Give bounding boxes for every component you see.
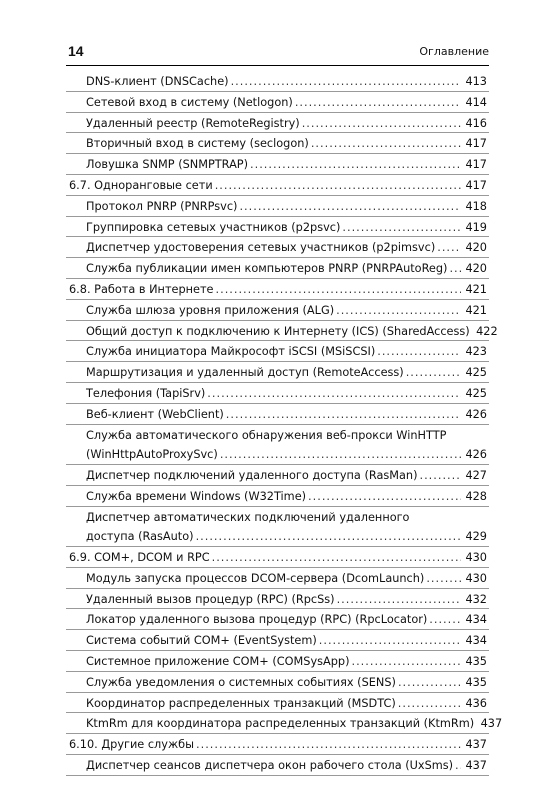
toc-entry-line	[66, 95, 489, 111]
toc-entry-row	[66, 404, 489, 425]
toc-entry-row	[66, 755, 489, 776]
dot-leader	[196, 529, 461, 545]
page-number: 14	[68, 43, 84, 59]
toc-entry-row	[66, 196, 489, 217]
toc-entry-row	[66, 133, 489, 154]
toc-page-number: 413	[465, 75, 487, 88]
toc-page-number: 421	[465, 303, 487, 317]
toc-entry-title: Система событий COM+ (EventSystem)	[86, 634, 317, 648]
dot-leader	[426, 571, 461, 587]
dot-leader	[377, 344, 461, 360]
dot-leader	[295, 95, 461, 111]
toc-page-number: 437	[480, 717, 503, 731]
toc-entry-line	[66, 489, 489, 505]
toc-page-number: 420	[465, 241, 487, 255]
header-rule	[66, 65, 489, 66]
toc-entry-row	[66, 465, 489, 486]
dot-leader	[455, 758, 461, 774]
toc-entry-row	[66, 258, 489, 279]
toc-entry-title: Системное приложение COM+ (COMSysApp)	[86, 654, 350, 668]
toc-entry-title: Сетевой вход в систему (Netlogon)	[86, 95, 293, 109]
toc-page-number: 429	[465, 529, 487, 543]
toc-page-number: 428	[465, 489, 487, 503]
dot-leader	[231, 74, 461, 90]
toc-section-row	[66, 279, 489, 300]
dot-leader	[319, 633, 461, 649]
toc-entry-title: Ловушка SNMP (SNMPTRAP)	[86, 158, 249, 172]
toc-entry-row	[66, 321, 498, 342]
toc-entry-row	[66, 589, 489, 610]
toc-page-number: 426	[465, 447, 487, 461]
toc-entry-line	[66, 447, 489, 463]
toc-entry-line	[66, 240, 489, 256]
dot-leader	[220, 447, 461, 463]
toc-entry-title: Телефония (TapiSrv)	[86, 386, 206, 400]
dot-leader	[196, 737, 461, 753]
dot-leader	[406, 365, 461, 381]
toc-section-title: 6.8. Работа в Интернете	[69, 282, 214, 296]
dot-leader	[226, 407, 461, 423]
toc-page-number: 432	[465, 592, 487, 606]
toc-entry-row	[66, 71, 489, 92]
toc-page-number: 416	[465, 116, 487, 130]
toc-page-number: 435	[465, 654, 487, 668]
toc-entry-title: Служба уведомления о системных событиях (SENS)	[86, 675, 396, 689]
toc-entry-line	[66, 220, 489, 236]
toc-entry-line	[66, 550, 489, 566]
toc-page-number: 434	[465, 634, 487, 648]
toc-page-number: 414	[465, 95, 487, 109]
toc-section-title: 6.10. Другие службы	[69, 738, 195, 752]
toc-page-number: 437	[465, 758, 487, 772]
table-of-contents	[66, 71, 503, 776]
toc-entry-title-continued: (WinHttpAutoProxySvc)	[86, 447, 218, 461]
toc-entry-line	[66, 592, 489, 608]
toc-page-number: 430	[465, 550, 487, 564]
toc-entry-title: Служба автоматического обнаружения веб-прокси WinHTTP	[86, 428, 447, 442]
toc-entry-line	[66, 365, 489, 381]
toc-entry-line	[66, 282, 489, 298]
toc-entry-row	[66, 693, 489, 714]
toc-entry-title: Координатор распределенных транзакций (MSDTC)	[86, 696, 396, 710]
toc-entry-title: Служба времени Windows (W32Time)	[86, 489, 307, 503]
toc-page-number: 418	[465, 199, 487, 213]
dot-leader	[437, 240, 461, 256]
toc-entry-title: Служба шлюза уровня приложения (ALG)	[86, 303, 335, 317]
toc-page-number: 437	[465, 738, 487, 752]
dot-leader	[398, 696, 461, 712]
toc-page-number: 423	[465, 345, 487, 359]
toc-entry-line	[66, 612, 489, 628]
dot-leader	[420, 468, 462, 484]
dot-leader	[337, 592, 461, 608]
toc-entry-row	[66, 486, 489, 507]
toc-entry-title: KtmRm для координатора распределенных транзакций (KtmRm)	[86, 717, 475, 731]
toc-entry-title: Служба публикации имен компьютеров PNRP (PNRPAutoReg)	[86, 262, 448, 276]
toc-entry-row	[66, 341, 489, 362]
toc-page-number: 427	[465, 468, 487, 482]
toc-entry-line	[66, 696, 489, 712]
toc-section-title: 6.9. COM+, DCOM и RPC	[69, 550, 210, 564]
toc-entry-title: Протокол PNRP (PNRPsvc)	[86, 199, 238, 213]
toc-entry-line	[66, 468, 489, 484]
dot-leader	[398, 675, 461, 691]
dot-leader	[212, 550, 461, 566]
dot-leader	[336, 303, 461, 319]
toc-entry-row	[66, 568, 489, 589]
toc-entry-row	[66, 113, 489, 134]
toc-entry-row	[66, 383, 489, 404]
toc-page-number: 421	[465, 282, 487, 296]
toc-entry-line	[66, 344, 489, 360]
dot-leader	[449, 261, 461, 277]
toc-page-number: 422	[476, 324, 498, 338]
toc-entry-line	[66, 74, 489, 90]
section-title: Оглавление	[419, 45, 489, 58]
toc-page-number: 436	[465, 696, 487, 710]
toc-page-number: 426	[465, 407, 487, 421]
dot-leader	[308, 489, 461, 505]
toc-entry-title: Диспетчер удостоверения сетевых участников (p2pimsvc)	[86, 241, 436, 255]
toc-entry-row	[66, 507, 489, 547]
toc-page-number: 420	[465, 262, 487, 276]
toc-entry-row	[66, 630, 489, 651]
toc-entry-line	[66, 324, 498, 340]
toc-entry-line	[66, 428, 489, 444]
toc-entry-line	[66, 510, 489, 526]
toc-page-number: 425	[465, 366, 487, 380]
toc-entry-row	[66, 425, 489, 465]
dot-leader	[311, 136, 461, 152]
toc-entry-title: Диспетчер автоматических подключений удаленного	[86, 510, 410, 524]
toc-entry-row	[66, 154, 489, 175]
toc-entry-line	[66, 654, 489, 670]
toc-page-number: 417	[465, 158, 487, 172]
toc-page-number: 417	[465, 178, 487, 192]
toc-entry-line	[66, 136, 489, 152]
toc-entry-title: Веб-клиент (WebClient)	[86, 407, 224, 421]
toc-entry-line	[66, 758, 489, 774]
toc-entry-title: Группировка сетевых участников (p2psvc)	[86, 220, 341, 234]
toc-entry-line	[66, 199, 489, 215]
toc-entry-line	[66, 116, 489, 132]
dot-leader	[239, 199, 461, 215]
toc-section-row	[66, 734, 489, 755]
toc-entry-line	[66, 571, 489, 587]
dot-leader	[215, 178, 461, 194]
toc-page-number: 430	[465, 571, 487, 585]
toc-entry-line	[66, 529, 489, 545]
dot-leader	[207, 386, 461, 402]
toc-entry-line	[66, 407, 489, 423]
toc-entry-row	[66, 362, 489, 383]
toc-entry-row	[66, 217, 489, 238]
dot-leader	[216, 282, 461, 298]
toc-entry-title: Маршрутизация и удаленный доступ (RemoteAccess)	[86, 366, 404, 380]
toc-page-number: 435	[465, 675, 487, 689]
toc-entry-line	[66, 386, 489, 402]
toc-page-number: 434	[465, 613, 487, 627]
toc-entry-title: Удаленный реестр (RemoteRegistry)	[86, 116, 300, 130]
toc-entry-title: Вторичный вход в систему (seclogon)	[86, 137, 309, 151]
toc-entry-title: Модуль запуска процессов DCOM-сервера (DcomLaunch)	[86, 571, 425, 585]
toc-entry-title: Диспетчер подключений удаленного доступа (RasMan)	[86, 468, 418, 482]
toc-page-number: 425	[465, 386, 487, 400]
toc-entry-row	[66, 672, 489, 693]
dot-leader	[250, 157, 461, 173]
dot-leader	[352, 654, 462, 670]
toc-entry-title: Общий доступ к подключению к Интернету (ICS) (SharedAccess)	[86, 324, 470, 338]
page-header	[68, 45, 489, 63]
toc-entry-line	[66, 716, 503, 732]
toc-entry-row	[66, 713, 503, 734]
toc-entry-line	[66, 737, 489, 753]
toc-entry-row	[66, 651, 489, 672]
toc-entry-title-continued: доступа (RasAuto)	[86, 529, 194, 543]
dot-leader	[342, 220, 461, 236]
toc-entry-title: Диспетчер сеансов диспетчера окон рабочего стола (UxSms)	[86, 758, 454, 772]
toc-entry-line	[66, 633, 489, 649]
toc-entry-row	[66, 300, 489, 321]
toc-entry-title: Локатор удаленного вызова процедур (RPC) (RpcLocator)	[86, 613, 428, 627]
toc-section-row	[66, 175, 489, 196]
toc-entry-row	[66, 92, 489, 113]
toc-entry-title: Служба инициатора Майкрософт iSCSI (MSiSCSI)	[86, 345, 376, 359]
toc-section-row	[66, 547, 489, 568]
toc-entry-line	[66, 303, 489, 319]
dot-leader	[302, 116, 461, 132]
toc-entry-row	[66, 237, 489, 258]
toc-page-number: 419	[465, 220, 487, 234]
toc-entry-title: DNS-клиент (DNSCache)	[86, 75, 229, 88]
toc-entry-row	[66, 609, 489, 630]
toc-entry-line	[66, 178, 489, 194]
dot-leader	[429, 612, 461, 628]
toc-page-number: 417	[465, 137, 487, 151]
toc-section-title: 6.7. Одноранговые сети	[69, 178, 213, 192]
toc-entry-title: Удаленный вызов процедур (RPC) (RpcSs)	[86, 592, 335, 606]
toc-entry-line	[66, 157, 489, 173]
toc-entry-line	[66, 675, 489, 691]
toc-entry-line	[66, 261, 489, 277]
